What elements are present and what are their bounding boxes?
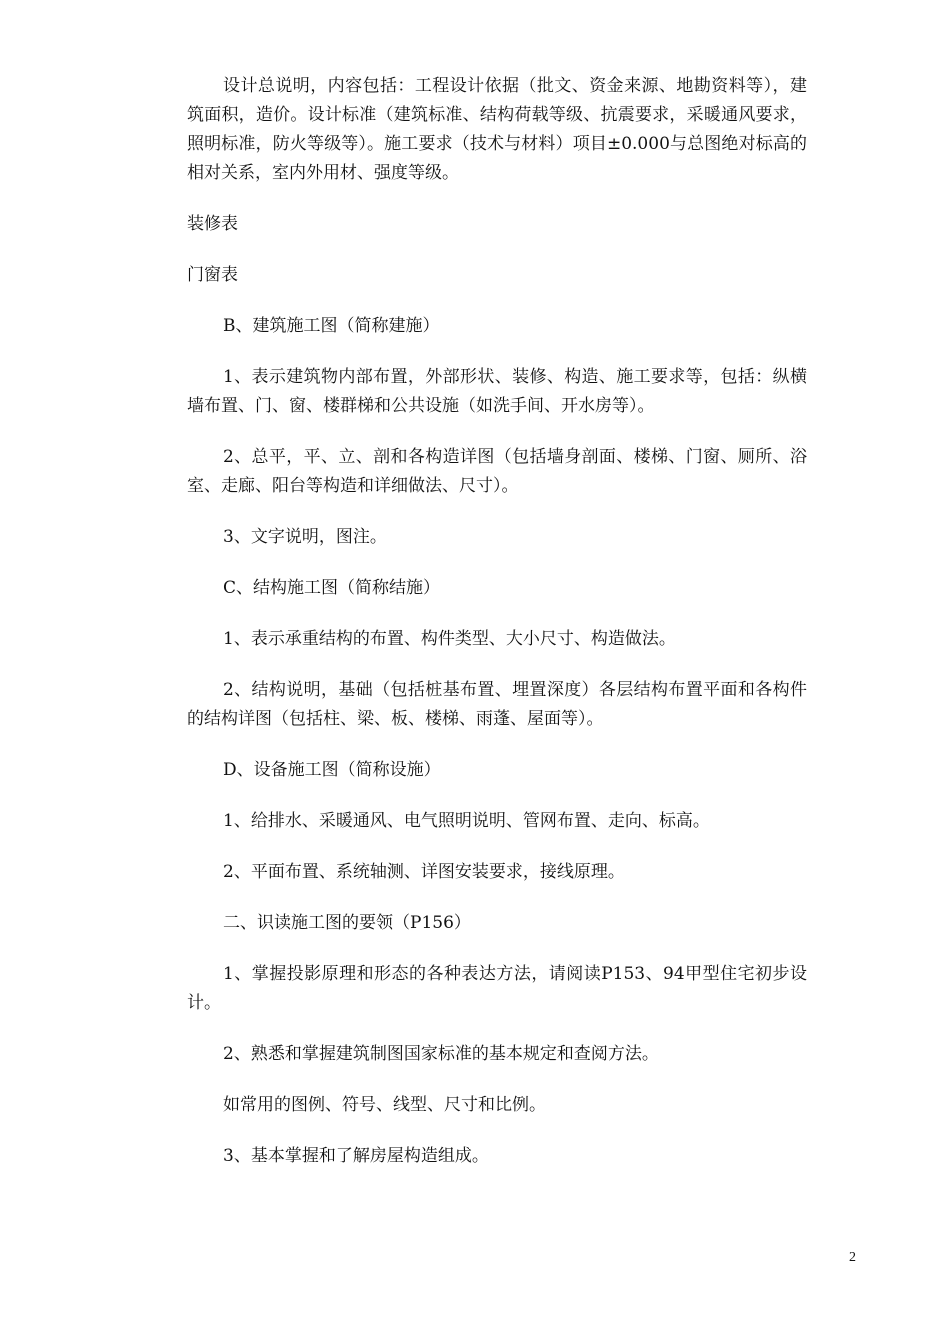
paragraph-structural-item-1: 1、表示承重结构的布置、构件类型、大小尺寸、构造做法。	[223, 629, 676, 649]
heading-reading-essentials: 二、识读施工图的要领（P156）	[223, 913, 471, 933]
paragraph-door-window-table: 门窗表	[187, 265, 238, 285]
paragraph-reading-item-3: 3、基本掌握和了解房屋构造组成。	[223, 1146, 489, 1166]
paragraph-reading-item-1: 1、掌握投影原理和形态的各种表达方法，请阅读P153、94甲型住宅初步设计。	[187, 964, 807, 1013]
paragraph-equipment-item-2: 2、平面布置、系统轴测、详图安装要求，接线原理。	[223, 862, 625, 882]
paragraph-design-overview: 设计总说明，内容包括：工程设计依据（批文、资金来源、地勘资料等），建筑面积，造价。设计标准（建筑标准、结构荷载等级、抗震要求，采暖通风要求，照明标准，防火等级等）。施工要求（技术与材料）项目±0.000与总图绝对标高的相对关系，室内外用材、强度等级。	[187, 76, 807, 183]
heading-equipment-drawings: D、设备施工图（简称设施）	[223, 760, 441, 780]
paragraph-architectural-item-2: 2、总平，平、立、剖和各构造详图（包括墙身剖面、楼梯、门窗、厕所、浴室、走廊、阳台等构造和详细做法、尺寸）。	[187, 447, 807, 496]
page-number: 2	[849, 1250, 856, 1265]
heading-structural-drawings: C、结构施工图（简称结施）	[223, 578, 441, 598]
paragraph-architectural-item-1: 1、表示建筑物内部布置，外部形状、装修、构造、施工要求等，包括：纵横墙布置、门、窗、楼群梯和公共设施（如洗手间、开水房等）。	[187, 367, 807, 416]
paragraph-reading-item-2: 2、熟悉和掌握建筑制图国家标准的基本规定和查阅方法。	[223, 1044, 659, 1064]
paragraph-reading-example: 如常用的图例、符号、线型、尺寸和比例。	[223, 1095, 546, 1115]
paragraph-architectural-item-3: 3、文字说明，图注。	[223, 527, 387, 547]
heading-architectural-drawings: B、建筑施工图（简称建施）	[223, 316, 440, 336]
paragraph-structural-item-2: 2、结构说明，基础（包括桩基布置、埋置深度）各层结构布置平面和各构件的结构详图（包括柱、梁、板、楼梯、雨蓬、屋面等）。	[187, 680, 807, 729]
paragraph-equipment-item-1: 1、给排水、采暖通风、电气照明说明、管网布置、走向、标高。	[223, 811, 710, 831]
document-body	[187, 72, 807, 1193]
paragraph-decoration-table: 装修表	[187, 214, 238, 234]
